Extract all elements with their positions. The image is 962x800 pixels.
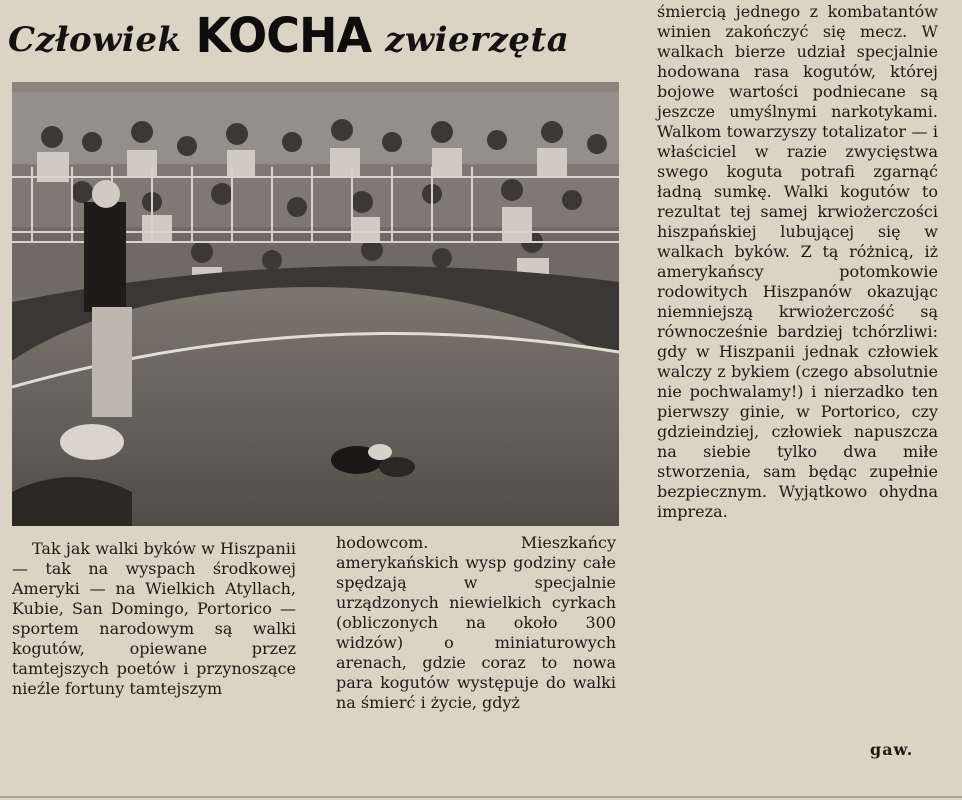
article-paragraph-3: śmiercią jednego z kombatantów winien zakończyć się mecz. W walkach bierze udział specjalnie hodowana rasa kogutów, której bojowe wartości podniecane są jeszcze umyślnymi narkotykami. Walkom towarzyszy totalizator — i właściciel w razie zwycięstwa swego koguta potrafi zgarnąć ładną sumkę. Walki kogutów to rezultat tej samej krwiożerczości hiszpańskiej lubującej się w walkach byków. Z tą różnicą, iż amerykańscy potomkowie rodowitych Hiszpanów okazując niemniejszą krwiożerczość są równocześnie bardziej tchórzliwi: gdy w Hiszpanii jednak człowiek walczy z bykiem (czego absolutnie nie pochwalamy!) i nierzadko ten pierwszy ginie, w Portorico, czy gdzieindziej, człowiek napuszcza na siebie tylko dwa miłe stworzenia, sam będąc zupełnie bezpiecznym. Wyjątkowo ohydna impreza. — [657, 2, 938, 521]
article-column-3 — [657, 2, 938, 522]
article-paragraph-2: hodowcom. Mieszkańcy amerykańskich wysp godziny całe spędzają w specjalnie urządzonych niewielkich cyrkach (obliczonych na około 300 widzów) o miniaturowych arenach, gdzie coraz to nowa para kogutów występuje do walki na śmierć i życie, gdyż — [336, 533, 616, 712]
cockfight-photo-icon — [12, 82, 619, 526]
headline-part3: zwierzęta — [385, 20, 570, 60]
bottom-rule — [0, 796, 962, 798]
headline — [8, 8, 628, 78]
article-column-2 — [336, 533, 616, 713]
article-column-1 — [12, 539, 296, 699]
headline-part1: Człowiek — [8, 20, 182, 60]
headline-part2: KOCHA — [195, 6, 372, 64]
article-paragraph-1: Tak jak walki byków w Hiszpanii — tak na wyspach środkowej Ameryki — na Wielkich Atyllach, Kubie, San Domingo, Portorico — sportem narodowym są walki kogutów, opiewane przez tamtejszych poetów i przynoszące nieźle fortuny tamtejszym — [12, 539, 296, 698]
cockfight-photo — [12, 82, 619, 526]
author-signature: gaw. — [870, 740, 914, 759]
